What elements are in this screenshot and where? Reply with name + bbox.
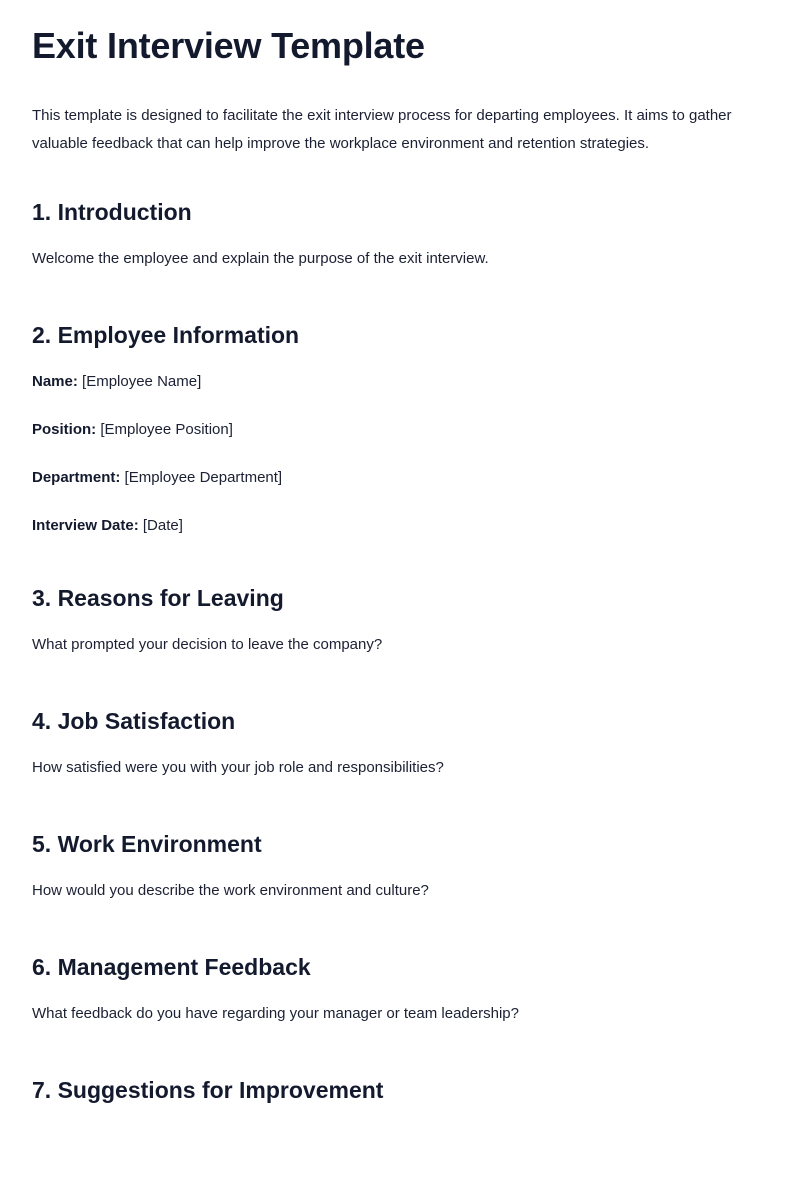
field-value: [Employee Position] xyxy=(96,421,233,438)
field-label: Department: xyxy=(32,469,121,486)
section-text: How satisfied were you with your job role and responsibilities? xyxy=(32,759,444,776)
field-label: Interview Date: xyxy=(32,517,139,534)
section-heading: 6. Management Feedback xyxy=(32,954,311,980)
field-name xyxy=(32,372,768,392)
section-text: What feedback do you have regarding your manager or team leadership? xyxy=(32,1005,519,1022)
section-text: Welcome the employee and explain the purpose of the exit interview. xyxy=(32,250,489,267)
field-position xyxy=(32,420,768,440)
field-value: [Employee Name] xyxy=(77,373,202,390)
section-text: How would you describe the work environment and culture? xyxy=(32,882,429,899)
field-label: Position: xyxy=(32,421,97,438)
section-heading: 7. Suggestions for Improvement xyxy=(32,1077,384,1103)
field-label: Name: xyxy=(32,373,78,390)
field-department xyxy=(32,468,768,488)
page-title: Exit Interview Template xyxy=(32,25,425,66)
field-interview-date xyxy=(32,516,768,536)
section-heading: 2. Employee Information xyxy=(32,322,300,348)
section-management-feedback xyxy=(32,952,768,1024)
section-heading: 5. Work Environment xyxy=(32,831,262,857)
intro-paragraph: This template is designed to facilitate the exit interview process for departing employees. It aims to gather valuable feedback that can help improve the workplace environment and retention strategies. xyxy=(32,107,732,152)
section-heading: 4. Job Satisfaction xyxy=(32,708,236,734)
section-heading: 1. Introduction xyxy=(32,199,192,225)
field-value: [Employee Department] xyxy=(120,469,283,486)
section-heading: 3. Reasons for Leaving xyxy=(32,585,284,611)
section-reasons-for-leaving xyxy=(32,583,768,655)
field-value: [Date] xyxy=(138,517,183,534)
section-work-environment xyxy=(32,829,768,901)
section-job-satisfaction xyxy=(32,706,768,778)
section-text: What prompted your decision to leave the company? xyxy=(32,636,383,653)
section-employee-information xyxy=(32,320,768,536)
section-introduction xyxy=(32,197,768,269)
section-suggestions-for-improvement xyxy=(32,1075,768,1105)
